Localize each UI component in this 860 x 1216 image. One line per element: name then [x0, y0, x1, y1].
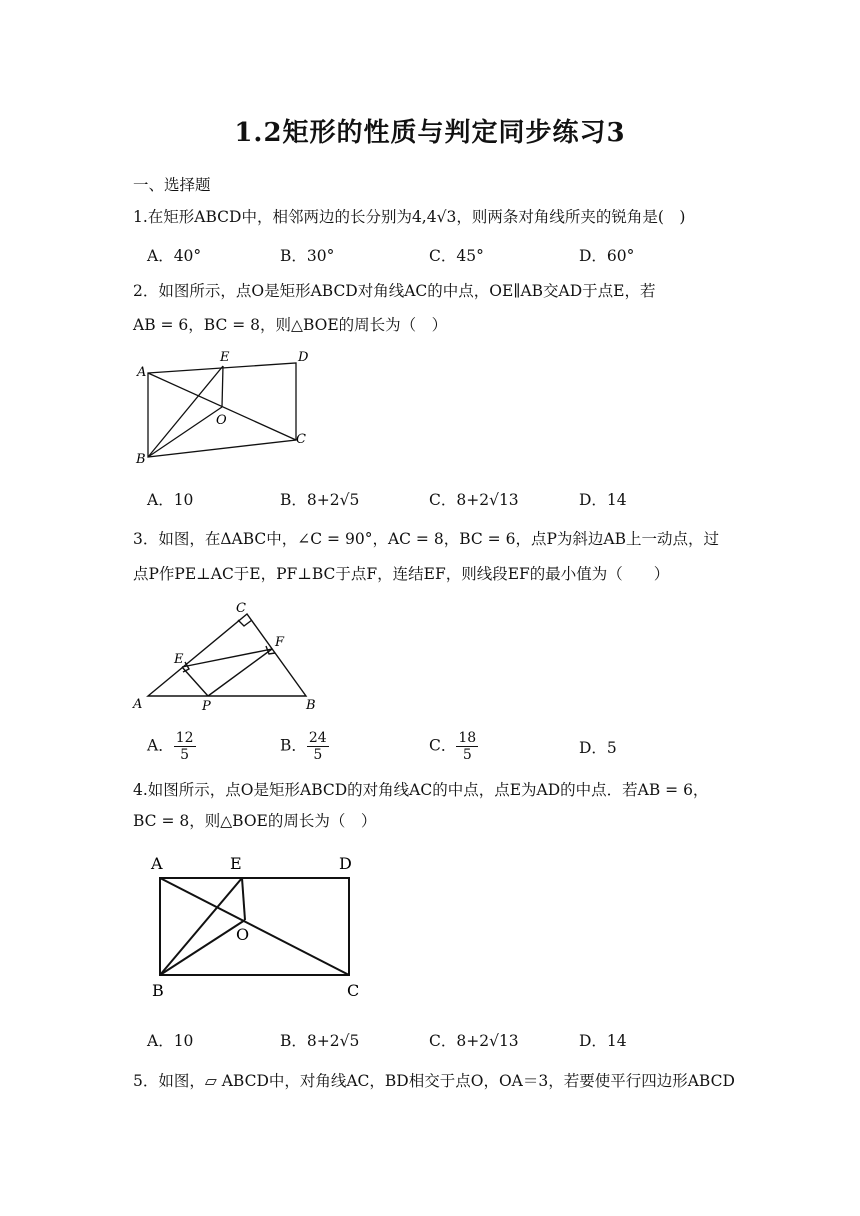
- q3-label-f: F: [275, 635, 285, 650]
- q4-option-a: A．10: [147, 1032, 194, 1050]
- q2-label-e: E: [220, 350, 230, 365]
- question-2-line-1: 2．如图所示，点O是矩形ABCD对角线AC的中点，OE∥AB交AD于点E，若: [133, 282, 656, 300]
- q3-option-b: B． $\frac{24}{5}$: [280, 730, 327, 763]
- q3-label-a: A: [133, 697, 143, 712]
- q1-option-b: B．30°: [280, 247, 335, 265]
- question-4-line-2: BC = 8，则△BOE的周长为（ ）: [133, 812, 377, 830]
- q3-label-e: E: [174, 652, 184, 667]
- section-heading: 一、选择题: [133, 176, 211, 194]
- q3-option-c: C． $\frac{18}{5}$: [429, 730, 477, 763]
- q2-option-c: C．8+2√13: [429, 491, 519, 509]
- q4-segment-be: [160, 878, 242, 975]
- q2-label-d: D: [298, 350, 309, 365]
- q3-segment-pe: [182, 667, 208, 696]
- q2-rectangle-figure: [128, 345, 328, 470]
- q2-option-b: B．8+2√5: [280, 491, 360, 509]
- q4-label-a: A: [151, 854, 163, 873]
- q4-label-d: D: [339, 854, 352, 873]
- q2-segment-be: [148, 366, 223, 457]
- q2-label-c: C: [296, 432, 306, 447]
- question-3-line-1: 3．如图，在ΔABC中，∠C = 90°，AC = 8，BC = 6，点P为斜边AB上一动点，过: [133, 530, 719, 548]
- q4-segment-eo: [242, 878, 245, 920]
- q2-label-a: A: [137, 365, 147, 380]
- q3-option-d: D．5: [579, 739, 617, 757]
- q3-triangle-figure: [130, 598, 330, 716]
- q4-label-o: O: [236, 925, 250, 944]
- page-title: 1.2矩形的性质与判定同步练习3: [234, 118, 626, 148]
- q2-segment-eo: [222, 366, 223, 407]
- q3-label-c: C: [236, 601, 246, 616]
- q4-label-e: E: [230, 854, 242, 873]
- question-3-line-2: 点P作PE⊥AC于E，PF⊥BC于点F，连结EF，则线段EF的最小值为（ ）: [133, 565, 670, 583]
- question-4-line-1: 4.如图所示，点O是矩形ABCD的对角线AC的中点，点E为AD的中点．若AB = 6，: [133, 781, 709, 799]
- q3-label-p: P: [202, 699, 211, 714]
- q3-triangle-abc: [148, 614, 306, 696]
- q2-option-a: A．10: [147, 491, 194, 509]
- q3-label-b: B: [306, 698, 316, 713]
- q4-diagonal-ac: [160, 878, 349, 975]
- q3-option-a: A． $\frac{12}{5}$: [147, 730, 194, 763]
- q2-option-d: D．14: [579, 491, 627, 509]
- q4-label-c: C: [347, 981, 360, 1000]
- question-5-line-1: 5．如图，▱ ABCD中，对角线AC，BD相交于点O，OA＝3，若要使平行四边形ABCD: [133, 1072, 735, 1090]
- q4-option-b: B．8+2√5: [280, 1032, 360, 1050]
- q4-segment-bo: [160, 920, 245, 975]
- q3-right-angle-c: [238, 620, 252, 626]
- q4-option-c: C．8+2√13: [429, 1032, 519, 1050]
- q1-option-c: C．45°: [429, 247, 484, 265]
- question-1-text: 1.在矩形ABCD中，相邻两边的长分别为4,4√3，则两条对角线所夹的锐角是( ): [133, 208, 686, 226]
- q2-label-b: B: [136, 452, 146, 467]
- q3-segment-ef: [182, 649, 272, 667]
- q1-option-a: A．40°: [147, 247, 202, 265]
- q4-rectangle-figure: [148, 850, 370, 1002]
- q2-rectangle-abcd: [148, 363, 296, 457]
- q4-option-d: D．14: [579, 1032, 627, 1050]
- q1-option-d: D．60°: [579, 247, 635, 265]
- question-2-line-2: AB = 6，BC = 8，则△BOE的周长为（ ）: [133, 316, 448, 334]
- q2-label-o: O: [216, 413, 227, 428]
- q4-label-b: B: [152, 981, 164, 1000]
